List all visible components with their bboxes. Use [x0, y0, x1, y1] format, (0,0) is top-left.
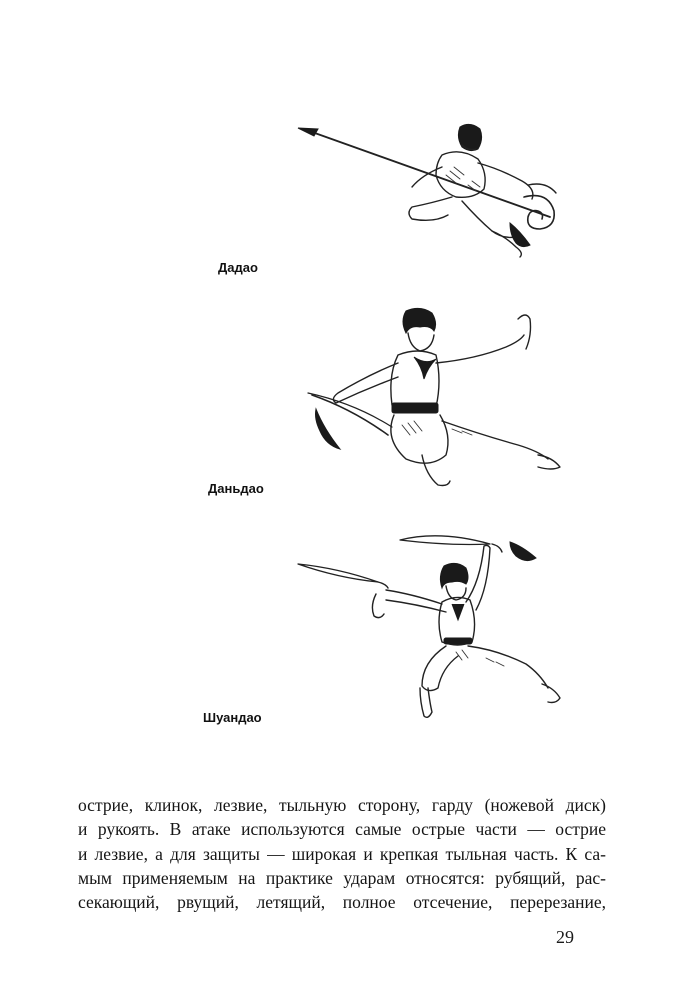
body-line: и лезвие, а для защиты — широкая и крепкая тыльная часть. К са-: [78, 843, 606, 864]
shuangdao-figure-icon: [296, 528, 574, 724]
body-paragraph: [78, 793, 606, 914]
page-number: 29: [556, 927, 574, 947]
body-line: секающий, рвущий, летящий, полное отсечение, перерезание,: [78, 892, 606, 913]
body-line: острие, клинок, лезвие, тыльную сторону, гарду (ножевой диск): [78, 795, 606, 815]
dadao-illustration: [292, 115, 574, 260]
dandao-figure-icon: [302, 305, 564, 495]
figure-caption-dandao: Даньдао: [208, 481, 264, 496]
figure-caption-shuangdao: Шуандао: [203, 710, 262, 725]
dandao-illustration: [302, 305, 564, 495]
figure-caption-dadao: Дадао: [218, 260, 258, 275]
shuangdao-illustration: [296, 528, 574, 724]
body-line: мым применяемым на практике ударам относятся: рубящий, рас-: [78, 867, 606, 888]
dadao-figure-icon: [292, 115, 574, 260]
body-line: и рукоять. В атаке используются самые острые части — острие: [78, 819, 606, 840]
